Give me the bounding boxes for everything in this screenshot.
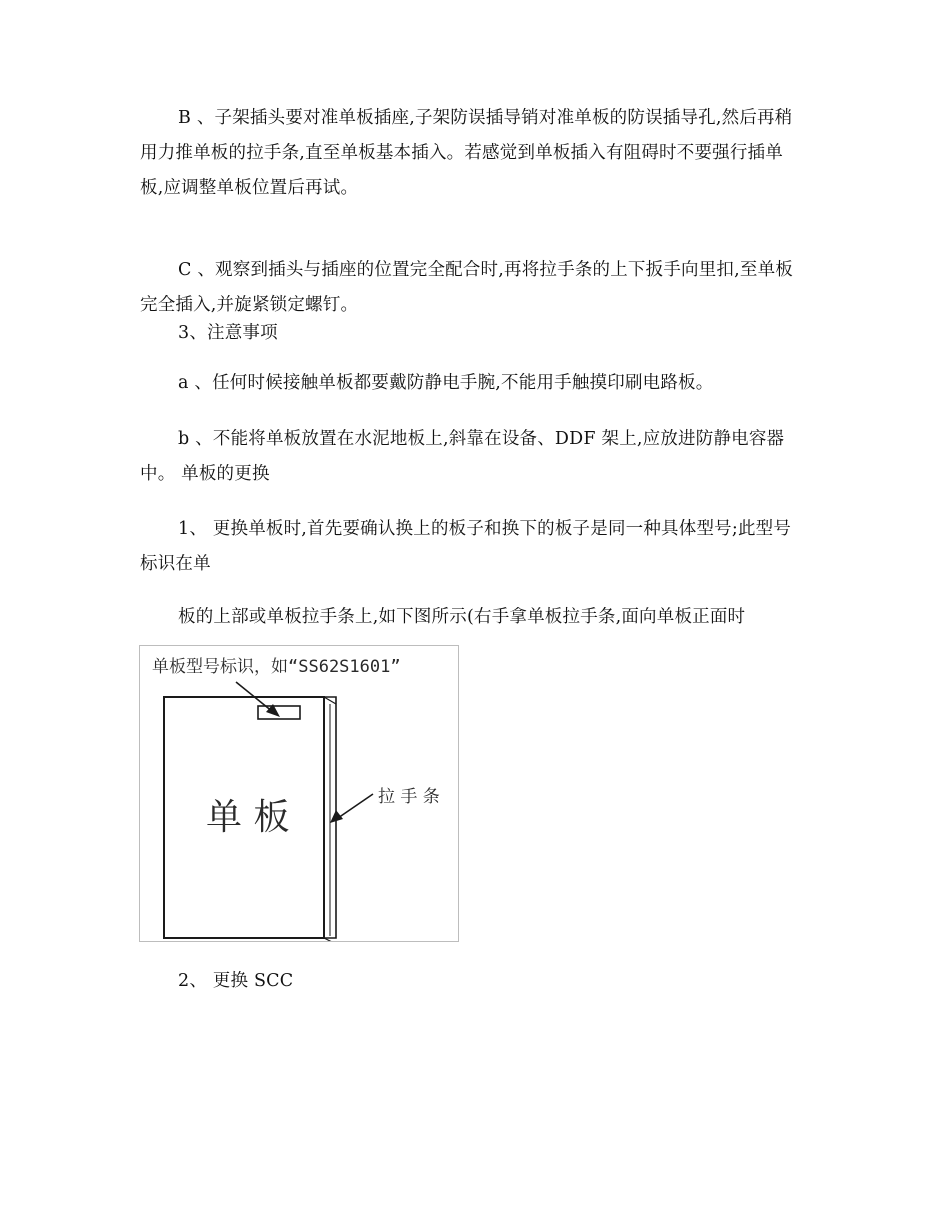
paragraph-c: C 、观察到插头与插座的位置完全配合时,再将拉手条的上下扳手向里扣,至单板完全插入,并旋紧锁定螺钉。 (140, 260, 793, 315)
board-diagram-svg (140, 646, 459, 942)
board-diagram (139, 645, 459, 942)
paragraph-replace-2: 2、 更换 SCC (178, 971, 294, 991)
paragraph-b: B 、子架插头要对准单板插座,子架防误插导销对准单板的防误插导孔,然后再稍用力推单板的拉手条,直至单板基本插入。若感觉到单板插入有阻碍时不要强行插单板,应调整单板位置后再试。 (140, 108, 793, 198)
paragraph-replace-1: 1、 更换单板时,首先要确认换上的板子和换下的板子是同一种具体型号;此型号标识在单 (140, 519, 792, 574)
heading-precautions: 3、注意事项 (178, 323, 278, 343)
model-label-text: 单板型号标识，如“SS62S1601” (152, 657, 401, 677)
board-label-text: 单 板 (206, 797, 290, 838)
paragraph-a: a 、任何时候接触单板都要戴防静电手腕,不能用手触摸印刷电路板。 (178, 373, 714, 393)
handle-strip-top-edge (324, 697, 336, 704)
model-label-box (258, 706, 300, 719)
handle-label-text: 拉 手 条 (378, 787, 440, 807)
paragraph-replace-1-cont: 板的上部或单板拉手条上,如下图所示(右手拿单板拉手条,面向单板正面时 (178, 607, 746, 627)
handle-arrow-line (338, 794, 373, 818)
paragraph-b2: b 、不能将单板放置在水泥地板上,斜靠在设备、DDF 架上,应放进防静电容器中。 单板的更换 (140, 429, 785, 484)
